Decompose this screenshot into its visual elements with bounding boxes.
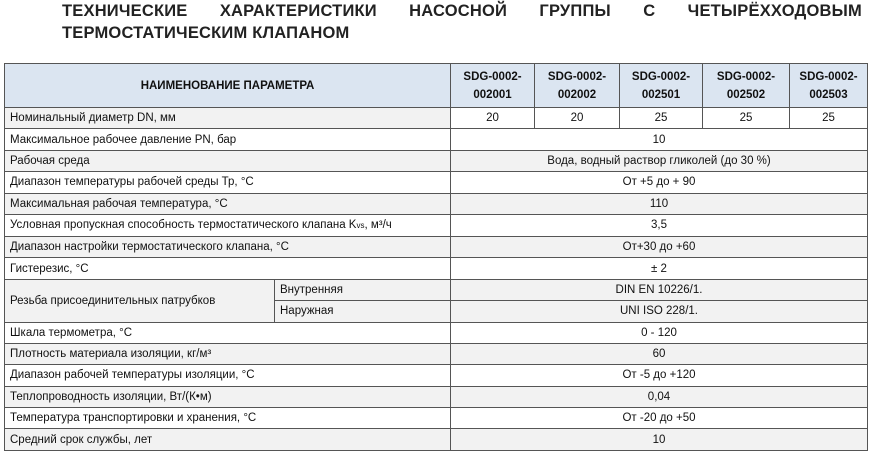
value-cell: 25 (620, 108, 703, 129)
table-row (5, 193, 868, 214)
sub-param-label: Внутренняя (275, 279, 451, 300)
table-row (5, 343, 868, 364)
document-title (62, 0, 862, 44)
value-cell: DIN EN 10226/1. (451, 279, 868, 300)
value-cell: 20 (535, 108, 620, 129)
param-label: Резьба присоединительных патрубков (5, 279, 275, 322)
title-word: ГРУППЫ (539, 2, 611, 20)
title-word: ТЕХНИЧЕСКИЕ (62, 2, 188, 20)
value-cell: UNI ISO 228/1. (451, 301, 868, 322)
param-label: Теплопроводность изоляции, Вт/(К•м) (5, 386, 451, 407)
value-cell: 20 (451, 108, 535, 129)
title-word: ЧЕТЫРЁХХОДОВЫМ (687, 2, 862, 20)
sub-param-label: Наружная (275, 301, 451, 322)
table-row (5, 214, 868, 236)
param-label: Условная пропускная способность термостатического клапана Kvs, м³/ч (5, 214, 451, 236)
param-label: Диапазон настройки термостатического клапана, °С (5, 236, 451, 257)
header-param: НАИМЕНОВАНИЕ ПАРАМЕТРА (5, 64, 451, 108)
param-label: Максимальная рабочая температура, °С (5, 193, 451, 214)
header-row (5, 64, 868, 108)
value-cell: От+30 до +60 (451, 236, 868, 257)
table-row (5, 386, 868, 407)
param-label: Диапазон температуры рабочей среды Тр, °С (5, 172, 451, 193)
table-row (5, 408, 868, 429)
value-cell: ± 2 (451, 258, 868, 279)
title-word: ХАРАКТЕРИСТИКИ (219, 2, 377, 20)
table-row (5, 258, 868, 279)
param-label: Средний срок службы, лет (5, 429, 451, 450)
title-line-1 (62, 0, 862, 22)
param-label: Шкала термометра, °С (5, 322, 451, 343)
model-header: SDG-0002- 002002 (535, 64, 620, 108)
model-header: SDG-0002- 002001 (451, 64, 535, 108)
value-cell: 110 (451, 193, 868, 214)
title-word: НАСОСНОЙ (409, 2, 508, 20)
value-cell: От +5 до + 90 (451, 172, 868, 193)
table-row (5, 236, 868, 257)
param-label: Плотность материала изоляции, кг/м³ (5, 343, 451, 364)
table-row (5, 108, 868, 129)
value-cell: От -20 до +50 (451, 408, 868, 429)
value-cell: 25 (703, 108, 790, 129)
title-line-2: ТЕРМОСТАТИЧЕСКИМ КЛАПАНОМ (62, 24, 350, 42)
value-cell: 3,5 (451, 214, 868, 236)
value-cell: 10 (451, 129, 868, 150)
table-row (5, 429, 868, 450)
title-word: С (643, 2, 656, 20)
param-label: Номинальный диаметр DN, мм (5, 108, 451, 129)
table-row (5, 322, 868, 343)
value-cell: 0,04 (451, 386, 868, 407)
table-row (5, 279, 868, 300)
value-cell: 60 (451, 343, 868, 364)
value-cell: От -5 до +120 (451, 365, 868, 386)
table-row (5, 365, 868, 386)
table-row (5, 129, 868, 150)
model-header: SDG-0002- 002502 (703, 64, 790, 108)
model-header: SDG-0002- 002501 (620, 64, 703, 108)
specs-table (4, 63, 868, 451)
value-cell: 10 (451, 429, 868, 450)
param-label: Диапазон рабочей температуры изоляции, °С (5, 365, 451, 386)
param-label: Температура транспортировки и хранения, °С (5, 408, 451, 429)
param-label: Максимальное рабочее давление PN, бар (5, 129, 451, 150)
param-label: Рабочая среда (5, 150, 451, 171)
value-cell: Вода, водный раствор гликолей (до 30 %) (451, 150, 868, 171)
model-header: SDG-0002- 002503 (790, 64, 868, 108)
table-row (5, 172, 868, 193)
value-cell: 25 (790, 108, 868, 129)
param-label: Гистерезис, °С (5, 258, 451, 279)
value-cell: 0 - 120 (451, 322, 868, 343)
table-row (5, 150, 868, 171)
